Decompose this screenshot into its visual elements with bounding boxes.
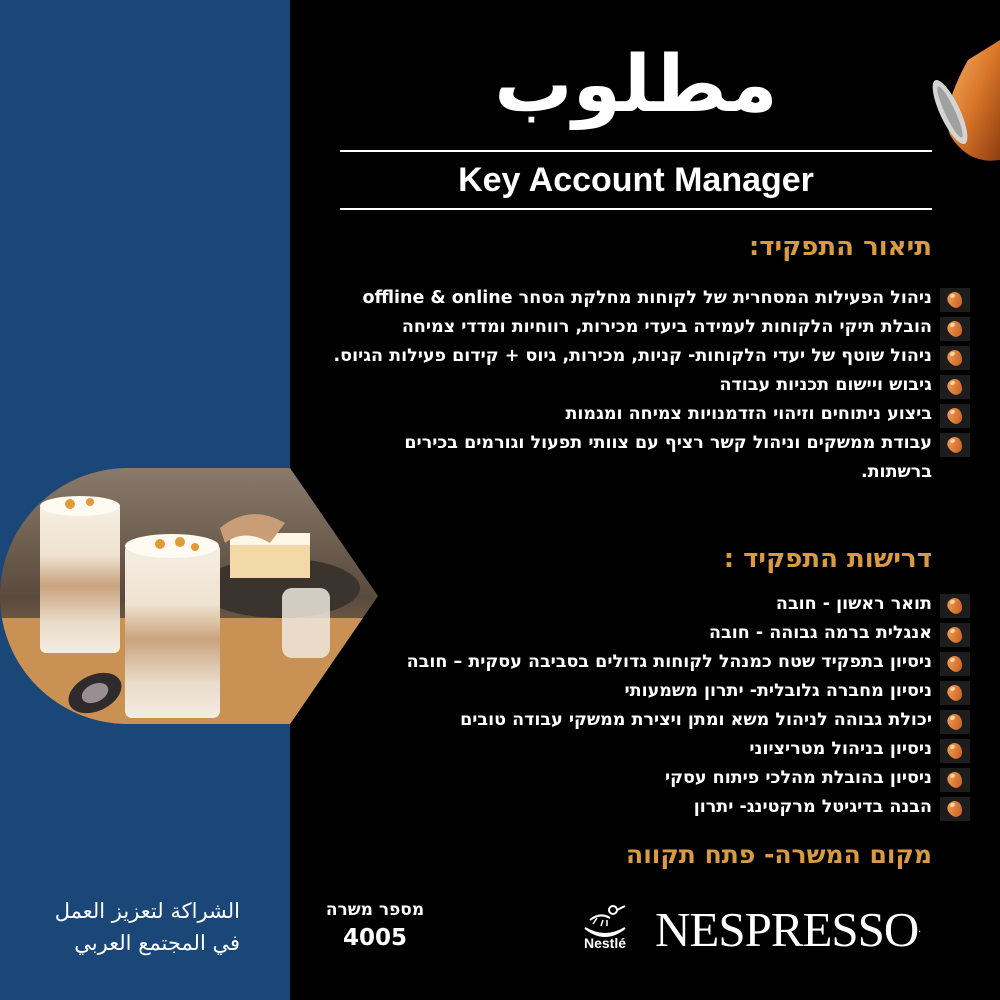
list-item: הבנה בדיגיטל מרקטינג- יתרון [330,793,970,822]
capsule-bullet-icon [940,681,970,705]
partnership-line-2: في المجتمع العربي [74,931,240,955]
capsule-bullet-icon [940,433,970,457]
latte-photo [0,468,380,728]
capsule-bullet-icon [940,623,970,647]
list-item: ניסיון בהובלת מהלכי פיתוח עסקי [330,764,970,793]
list-item: עבודת ממשקים וניהול קשר רציף עם צוותי תפעול וגורמים בכירים ברשתות. [330,429,970,487]
divider-bottom [340,208,932,210]
capsule-bullet-icon [940,594,970,618]
capsule-bullet-icon [940,288,970,312]
capsule-bullet-icon [940,710,970,734]
list-item: ניסיון מחברה גלובלית- יתרון משמעותי [330,677,970,706]
nespresso-logo-text: NESPRESSO [655,902,919,957]
capsule-bullet-icon [940,797,970,821]
list-item: תואר ראשון - חובה [330,590,970,619]
list-item: ביצוע ניתוחים וזיהוי הזדמנויות צמיחה ומגמות [330,400,970,429]
capsule-bullet-icon [940,404,970,428]
page-title-arabic: مطلوب [494,40,778,130]
list-item: ניהול הפעילות המסחרית של לקוחות מחלקת הסחר offline & online [330,284,970,313]
coffee-capsule-image [928,40,1000,170]
job-number-value: 4005 [342,925,407,951]
capsule-bullet-icon [940,375,970,399]
list-item: גיבוש ויישום תכניות עבודה [330,371,970,400]
capsule-bullet-icon [940,652,970,676]
list-item: הובלת תיקי הלקוחות לעמידה ביעדי מכירות, רווחיות ומדדי צמיחה [330,313,970,342]
requirements-section-title: דרישות התפקיד : [723,544,932,574]
nespresso-logo-mark: . [918,924,920,935]
job-title: Key Account Manager [458,161,814,199]
job-number-label: מספר משרה [325,900,425,920]
capsule-bullet-icon [940,739,970,763]
capsule-bullet-icon [940,768,970,792]
capsule-bullet-icon [940,346,970,370]
partnership-line-1: الشراكة لتعزيز العمل [54,899,240,923]
list-item: ניהול שוטף של יעדי הלקוחות- קניות, מכירות, גיוס + קידום פעילות הגיוס. [330,342,970,371]
nespresso-logo [655,900,935,960]
partnership-text [20,895,240,959]
divider-top [340,150,932,152]
job-location: מקום המשרה- פתח תקווה [626,840,932,869]
list-item: ניסיון בתפקיד שטח כמנהל לקוחות גדולים בסביבה עסקית – חובה [330,648,970,677]
list-item: יכולת גבוהה לניהול משא ומתן ויצירת ממשקי עבודה טובים [330,706,970,735]
capsule-bullet-icon [940,317,970,341]
nestle-logo-text: Nestlé [583,935,627,951]
description-list [330,284,970,487]
requirements-list [330,590,970,822]
list-item: אנגלית ברמה גבוהה - חובה [330,619,970,648]
description-section-title: תיאור התפקיד: [748,232,932,262]
list-item: ניסיון בניהול מטריציוני [330,735,970,764]
